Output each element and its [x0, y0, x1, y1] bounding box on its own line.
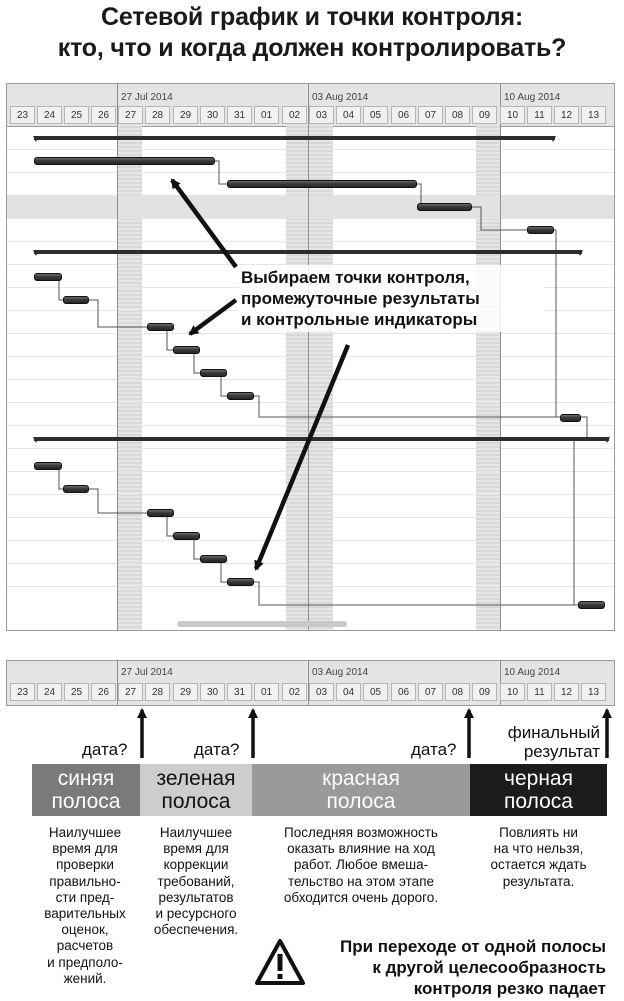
day-cell: 01: [254, 106, 279, 124]
band-green-line-1: зеленая: [156, 767, 236, 790]
task-bar: [34, 273, 62, 281]
description-blue: [30, 825, 140, 987]
task-bar: [227, 578, 254, 586]
day-cell: 26: [91, 106, 116, 124]
warning-line-1: При переходе от одной полосы: [340, 937, 606, 956]
task-bar: [227, 392, 254, 400]
date-question-red: дата?: [411, 740, 457, 759]
day-cell: 24: [37, 683, 62, 701]
band-blue-line-1: синяя: [57, 767, 115, 790]
day-cell: 26: [91, 683, 116, 701]
horizontal-scrollbar[interactable]: [177, 621, 347, 627]
task-bar: [578, 601, 605, 609]
band-green: [140, 764, 252, 816]
desc-line: работ. Любое вмеша-: [293, 857, 429, 873]
gantt-chart: [6, 83, 615, 631]
day-cell: 11: [527, 683, 552, 701]
task-bar: [147, 509, 174, 517]
desc-line: и предполо-: [47, 954, 123, 970]
desc-line: требований,: [157, 873, 235, 889]
day-cell: 13: [581, 106, 606, 124]
day-cell: 27: [118, 683, 143, 701]
day-cell: 25: [64, 683, 89, 701]
desc-line: оценок,: [61, 922, 109, 938]
desc-line: тельство на этом этапе: [287, 873, 435, 889]
day-cell: 07: [418, 683, 443, 701]
day-cell: 02: [282, 106, 307, 124]
desc-line: обеспечения.: [153, 922, 239, 938]
band-black: [470, 764, 607, 816]
band-black-line-1: черная: [504, 767, 573, 790]
page-title-line-2: кто, что и когда должен контролировать?: [57, 34, 567, 62]
week-label: 03 Aug 2014: [312, 667, 369, 678]
day-cell: 23: [10, 106, 35, 124]
desc-line: жений.: [63, 970, 107, 986]
callout-text: [238, 265, 544, 332]
desc-line: Последняя возможность: [284, 825, 438, 840]
task-bar: [173, 346, 200, 354]
page-title-line-1: Сетевой график и точки контроля:: [100, 3, 524, 31]
day-cell: 09: [472, 683, 497, 701]
desc-line: Наилучшее: [48, 825, 122, 840]
desc-line: Наилучшее: [159, 825, 233, 840]
band-red-line-1: красная: [322, 767, 400, 790]
day-cell: 25: [64, 106, 89, 124]
dependency-lines: [7, 84, 614, 630]
day-cell: 06: [391, 106, 416, 124]
day-cell: 10: [500, 683, 525, 701]
desc-line: и ресурсного: [155, 906, 237, 922]
task-bar: [200, 555, 227, 563]
callout-line-2: промежуточные результаты: [241, 289, 480, 308]
task-bar: [34, 157, 215, 165]
band-green-line-2: полоса: [161, 790, 231, 813]
desc-line: время для: [52, 841, 118, 857]
day-cell: 05: [363, 683, 388, 701]
task-bar: [417, 203, 472, 211]
desc-line: результатов: [158, 889, 234, 905]
day-cell: 01: [254, 683, 279, 701]
timeline-ruler: [6, 660, 615, 706]
day-cell: 28: [145, 106, 170, 124]
desc-line: время для: [163, 841, 229, 857]
day-cell: 31: [227, 683, 252, 701]
band-red-line-2: полоса: [326, 790, 396, 813]
desc-line: варительных: [44, 906, 126, 922]
day-cell: 04: [336, 106, 361, 124]
day-cell: 10: [500, 106, 525, 124]
description-red: [254, 825, 468, 906]
desc-line: проверки: [56, 857, 114, 873]
desc-line: остается ждать: [490, 857, 587, 873]
day-cell: 30: [200, 683, 225, 701]
desc-line: обходится очень дорого.: [283, 889, 439, 905]
week-label: 27 Jul 2014: [121, 92, 173, 103]
band-blue-line-2: полоса: [51, 790, 121, 813]
desc-line: результата.: [502, 873, 575, 889]
day-cell: 08: [445, 106, 470, 124]
warning-text: [296, 936, 606, 999]
day-cell: 23: [10, 683, 35, 701]
day-cell: 12: [554, 106, 579, 124]
desc-line: Повлиять ни: [499, 825, 578, 840]
day-cell: 12: [554, 683, 579, 701]
day-cell: 24: [37, 106, 62, 124]
task-bar: [227, 180, 417, 188]
day-cell: 08: [445, 683, 470, 701]
day-cell: 03: [309, 683, 334, 701]
day-cell: 07: [418, 106, 443, 124]
band-black-line-2: полоса: [504, 790, 573, 813]
task-bar: [527, 226, 554, 234]
day-cell: 27: [118, 106, 143, 124]
desc-line: оказать влияние на ход: [287, 841, 435, 857]
desc-line: расчетов: [56, 938, 114, 954]
day-cell: 03: [309, 106, 334, 124]
description-black: [470, 825, 607, 890]
summary-bar: [34, 437, 609, 441]
day-cell: 13: [581, 683, 606, 701]
day-cell: 28: [145, 683, 170, 701]
callout-line-3: и контрольные индикаторы: [241, 310, 478, 329]
task-bar: [63, 296, 89, 304]
week-label: 10 Aug 2014: [504, 92, 561, 103]
task-bar: [63, 485, 89, 493]
desc-line: правильно-: [49, 873, 121, 889]
callout-line-1: Выбираем точки контроля,: [241, 268, 470, 287]
day-cell: 04: [336, 683, 361, 701]
warning-line-3: контроля резко падает: [413, 979, 606, 998]
task-bar: [560, 414, 581, 422]
week-label: 03 Aug 2014: [312, 92, 369, 103]
task-bar: [200, 369, 227, 377]
final-label-line-2: результат: [523, 742, 600, 761]
summary-bar: [34, 136, 555, 140]
day-cell: 29: [173, 683, 198, 701]
day-cell: 06: [391, 683, 416, 701]
day-cell: 29: [173, 106, 198, 124]
date-question-green: дата?: [194, 740, 240, 759]
band-blue: [32, 764, 140, 816]
day-cell: 02: [282, 683, 307, 701]
desc-line: коррекции: [163, 857, 229, 873]
desc-line: на что нельзя,: [493, 841, 584, 857]
date-question-blue: дата?: [82, 740, 128, 759]
day-cell: 05: [363, 106, 388, 124]
band-red: [252, 764, 470, 816]
final-label-line-1: финальный: [507, 723, 600, 742]
summary-bar: [34, 250, 582, 254]
description-green: [138, 825, 254, 938]
task-bar: [147, 323, 174, 331]
week-label: 27 Jul 2014: [121, 667, 173, 678]
day-cell: 09: [472, 106, 497, 124]
week-label: 10 Aug 2014: [504, 667, 561, 678]
task-bar: [34, 462, 62, 470]
day-cell: 31: [227, 106, 252, 124]
warning-line-2: к другой целесообразность: [372, 958, 606, 977]
desc-line: сти пред-: [55, 889, 115, 905]
day-cell: 11: [527, 106, 552, 124]
task-bar: [173, 532, 200, 540]
day-cell: 30: [200, 106, 225, 124]
final-result-label: [478, 723, 600, 761]
